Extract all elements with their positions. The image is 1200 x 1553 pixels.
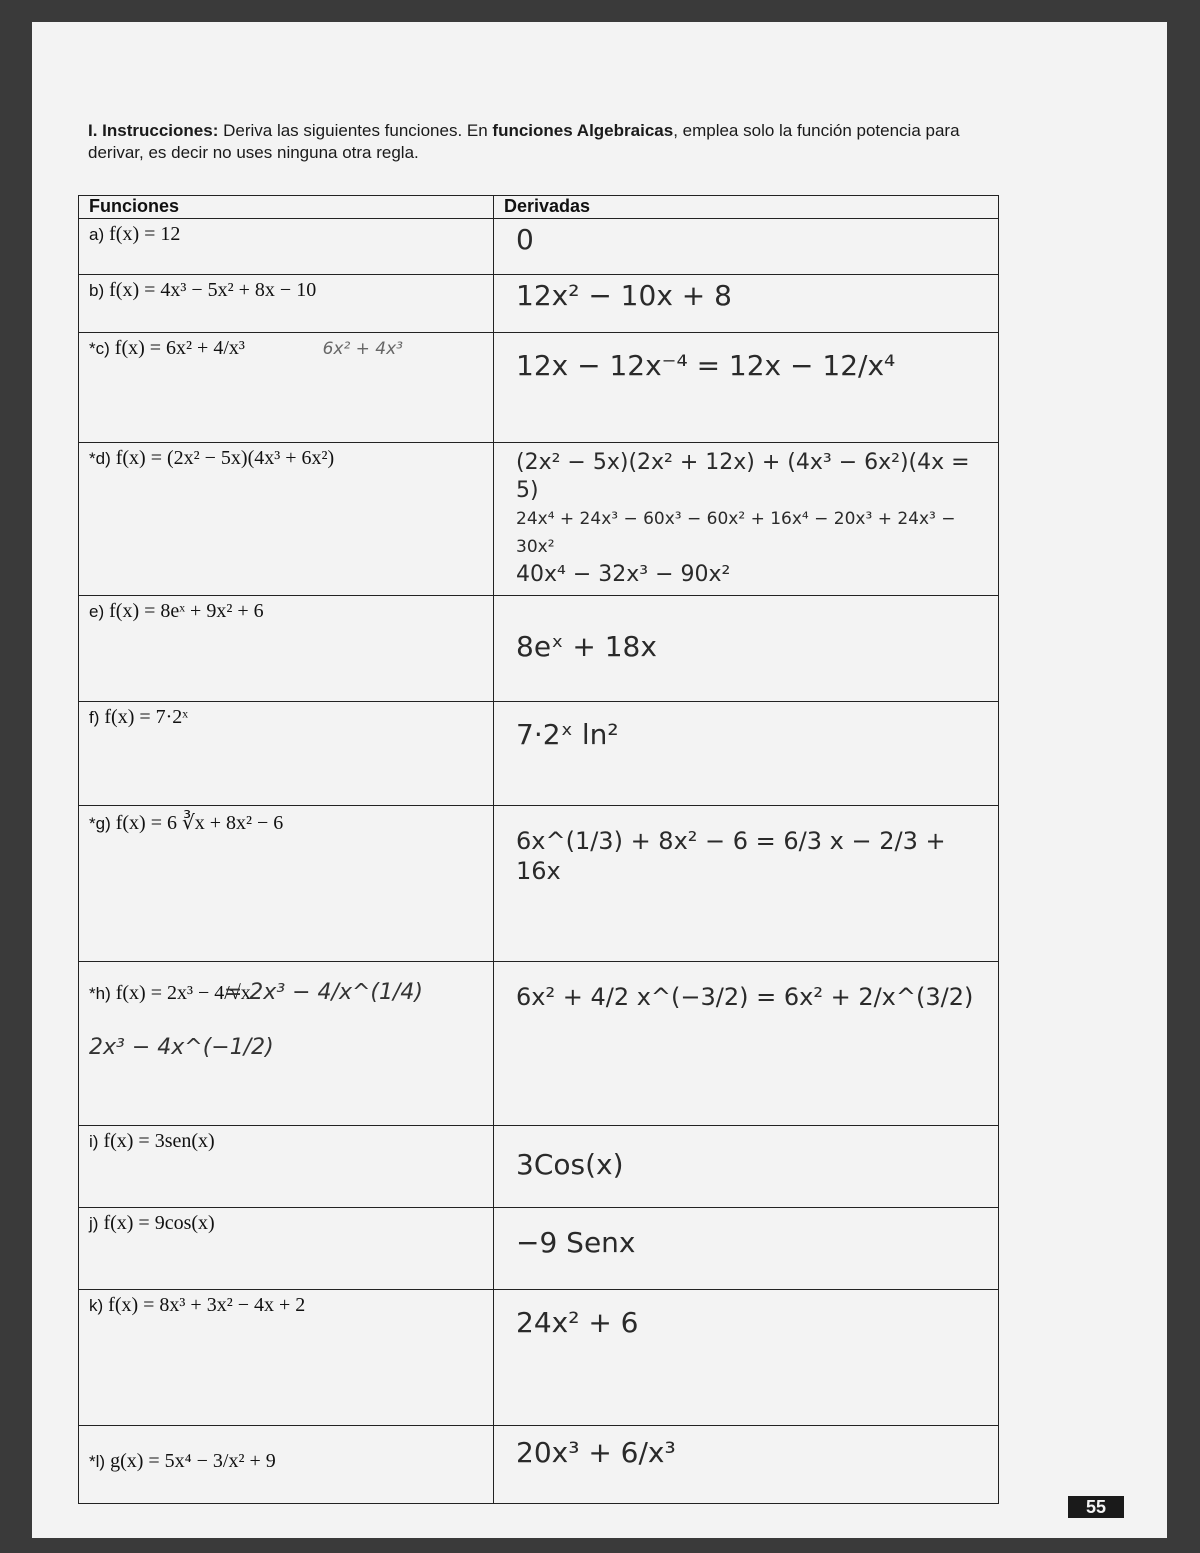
row-label: a) [89, 225, 105, 244]
row-label: f) [89, 708, 100, 727]
table-row [79, 275, 999, 333]
derivative-cell: 24x² + 6 [494, 1290, 999, 1426]
derivative-cell: 3Cos(x) [494, 1126, 999, 1208]
derivative-cell: 7·2ˣ ln² [494, 702, 999, 806]
table-row [79, 1208, 999, 1290]
derivatives-table [78, 195, 999, 1504]
table-row [79, 806, 999, 962]
table-row [79, 702, 999, 806]
derivative-line-2: 24x⁴ + 24x³ − 60x³ − 60x² + 16x⁴ − 20x³ + 24x³ − 30x² [516, 509, 956, 557]
header-funciones: Funciones [79, 196, 494, 219]
instructions-paragraph [88, 120, 968, 164]
instructions-text-1: Deriva las siguientes funciones. En [218, 121, 493, 140]
function-text: f(x) = 7·2ˣ [104, 706, 189, 728]
row-label: *l) [89, 1452, 106, 1471]
function-cell [79, 275, 494, 333]
function-cell [79, 1126, 494, 1208]
derivative-cell: 20x³ + 6/x³ [494, 1426, 999, 1504]
instructions-bold: funciones Algebraicas [492, 121, 674, 140]
derivative-cell: 8eˣ + 18x [494, 596, 999, 702]
row-label: *c) [89, 339, 110, 358]
function-text: f(x) = 2x³ − 4/√x [115, 982, 251, 1004]
instructions-label: I. Instrucciones: [88, 121, 219, 140]
function-cell [79, 219, 494, 275]
row-label: j) [89, 1214, 99, 1233]
handwritten-note: = 2x³ − 4/x^(1/4) [223, 980, 423, 1005]
function-cell [79, 1290, 494, 1426]
function-text: f(x) = 8x³ + 3x² − 4x + 2 [108, 1294, 306, 1316]
row-label: *h) [89, 984, 111, 1003]
function-cell [79, 962, 494, 1126]
function-text: f(x) = 9cos(x) [103, 1212, 215, 1234]
table-row [79, 219, 999, 275]
table-row [79, 962, 999, 1126]
function-text: g(x) = 5x⁴ − 3/x² + 9 [110, 1450, 276, 1472]
row-label: *g) [89, 814, 111, 833]
row-label: i) [89, 1132, 99, 1151]
derivative-cell: 12x − 12x⁻⁴ = 12x − 12/x⁴ [494, 333, 999, 443]
function-cell [79, 596, 494, 702]
derivative-cell: 0 [494, 219, 999, 275]
header-derivadas: Derivadas [494, 196, 999, 219]
function-text: f(x) = 12 [109, 223, 181, 245]
table-row [79, 596, 999, 702]
table-row [79, 1426, 999, 1504]
function-cell [79, 702, 494, 806]
derivative-cell: 12x² − 10x + 8 [494, 275, 999, 333]
function-text: f(x) = 6x² + 4/x³ [114, 337, 245, 359]
function-text: f(x) = 6 ∛x + 8x² − 6 [115, 812, 284, 834]
derivative-line-3: 40x⁴ − 32x³ − 90x² [516, 562, 731, 587]
page-number: 55 [1068, 1496, 1124, 1518]
function-cell [79, 1426, 494, 1504]
table-row [79, 1126, 999, 1208]
table-row [79, 1290, 999, 1426]
function-text: f(x) = (2x² − 5x)(4x³ + 6x²) [115, 447, 335, 469]
function-cell [79, 333, 494, 443]
row-label: *d) [89, 449, 111, 468]
derivative-cell: −9 Senx [494, 1208, 999, 1290]
function-cell [79, 443, 494, 596]
row-label: k) [89, 1296, 104, 1315]
function-text: f(x) = 8eˣ + 9x² + 6 [109, 600, 264, 622]
derivative-cell [494, 443, 999, 596]
derivative-cell: 6x^(1/3) + 8x² − 6 = 6/3 x − 2/3 + 16x [494, 806, 999, 962]
table-row [79, 443, 999, 596]
derivative-line-1: (2x² − 5x)(2x² + 12x) + (4x³ − 6x²)(4x = 5) [516, 450, 970, 503]
instructions-text-2: , emplea solo la función potencia para derivar, es decir no uses ninguna otra regla. [88, 121, 960, 162]
function-cell [79, 1208, 494, 1290]
table-row [79, 333, 999, 443]
function-text: f(x) = 3sen(x) [103, 1130, 215, 1152]
handwritten-work: 2x³ − 4x^(−1/2) [89, 1035, 274, 1060]
function-cell [79, 806, 494, 962]
table-header-row [79, 196, 999, 219]
derivative-cell: 6x² + 4/2 x^(−3/2) = 6x² + 2/x^(3/2) [494, 962, 999, 1126]
function-text: f(x) = 4x³ − 5x² + 8x − 10 [109, 279, 317, 301]
row-label: e) [89, 602, 105, 621]
handwritten-note: 6x² + 4x³ [322, 339, 403, 359]
row-label: b) [89, 281, 105, 300]
